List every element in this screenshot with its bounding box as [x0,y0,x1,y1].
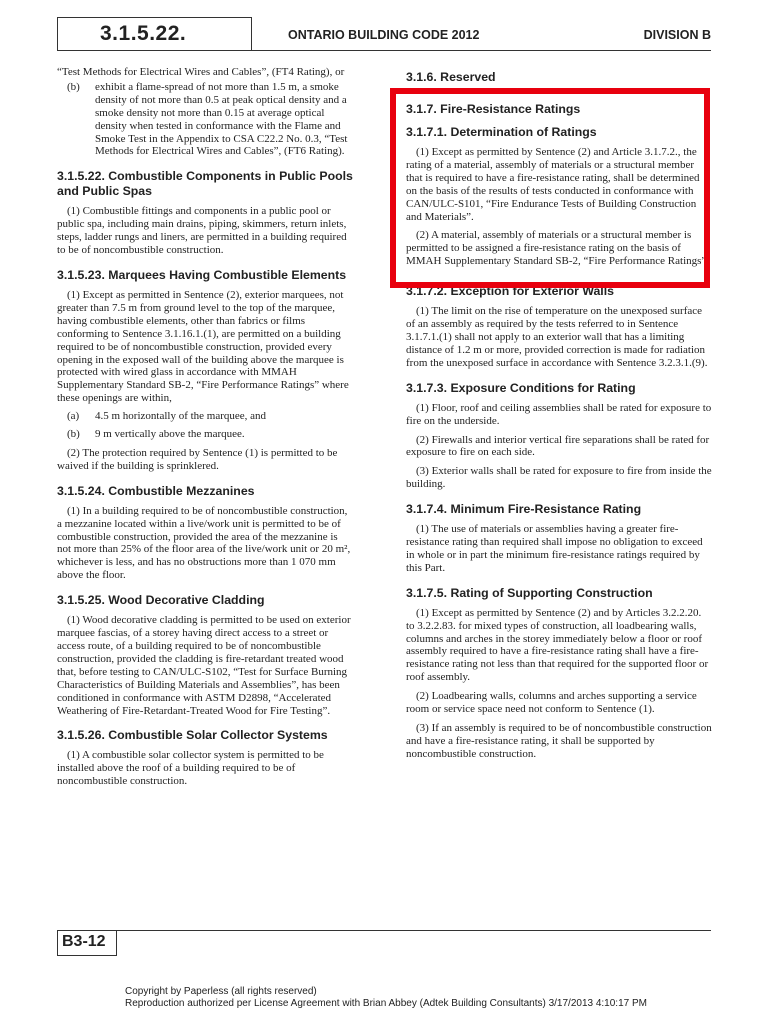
highlight-box [390,88,710,288]
header-rule [252,50,711,51]
heading-3-1-5-24: 3.1.5.24. Combustible Mezzanines [57,483,255,498]
heading-3-1-7-3: 3.1.7.3. Exposure Conditions for Rating [406,380,636,395]
copyright-line: Copyright by Paperless (all rights reserved) [125,986,317,997]
heading-3-1-5-22: 3.1.5.22. Combustible Components in Public Pools and Public Spas [57,169,353,199]
item-text: 4.5 m horizontally of the marquee, and [95,410,267,423]
heading-3-1-5-26: 3.1.5.26. Combustible Solar Collector Systems [57,728,328,743]
page-number: B3-12 [62,933,106,950]
paragraph: (2) Firewalls and interior vertical fire separations shall be rated for exposure to fire on each side. [406,433,710,459]
paragraph: (1) Floor, roof and ceiling assemblies shall be rated for exposure to fire on the underside. [406,401,712,427]
list-item-a [57,410,354,423]
heading-3-1-7-4: 3.1.7.4. Minimum Fire-Resistance Rating [406,502,642,517]
heading-3-1-7-5: 3.1.7.5. Rating of Supporting Construction [406,585,653,600]
item-text: exhibit a flame-spread of not more than 1.5 m, a smoke density of not more than 0.5 at peak optical density and a smoke density not more than 0.15 at average optical density when tested in conformance with the Flame and Smoke Test in the Appendix to CSA C22.2 No. 0.3, “Test Methods for Electrical Wires and Cables”, (FT6 Rating). [95,80,348,158]
copyright-notice [125,986,647,1010]
item-label: (b) [67,80,80,93]
item-label: (b) [67,428,80,441]
paragraph: (1) Except as permitted by Sentence (2) and Article 3.1.7.2., the rating of a material, assembly of materials or a structural member that is required to have a fire-resistance rating, shall be determined on the basis of the results of tests conducted in conformance with CAN/ULC-S101, “Fire Endurance Tests of Building Construction and Materials”. [406,146,700,223]
paragraph: (3) Exterior walls shall be rated for exposure to fire from inside the building. [406,465,712,491]
division-label: DIVISION B [643,28,711,42]
heading-3-1-5-23: 3.1.5.23. Marquees Having Combustible Elements [57,267,347,282]
paragraph: (2) A material, assembly of materials or a structural member is permitted to be assigned a fire-resistance rating on the basis of MMAH Supplementary Standard SB-2, “Fire Performance Ratings”. [406,229,710,268]
paragraph: (1) A combustible solar collector system is permitted to be installed above the roof of a building required to be of noncombustible construction. [57,749,324,788]
paragraph: (2) Loadbearing walls, columns and arches supporting a service room or service space need not conform to Sentence (1). [406,690,697,716]
paragraph: (1) In a building required to be of noncombustible construction, a mezzanine located within a live/work unit is permitted to be of combustible construction, provided the area of the mezzanine is not more than 25% of the floor area of the live/work unit or 20 m², whichever is less, and has no obstructions more than 1 070 mm above the floor. [57,504,351,582]
heading-3-1-5-25: 3.1.5.25. Wood Decorative Cladding [57,593,265,608]
heading-3-1-7-2: 3.1.7.2. Exception for Exterior Walls [406,284,614,299]
paragraph: (1) The use of materials or assemblies having a greater fire-resistance rating than required shall impose no obligation to exceed in whole or in part the minimum fire-resistance ratings required by this Part. [406,523,703,574]
paragraph: (1) The limit on the rise of temperature on the unexposed surface of an assembly as required by the tests referred to in Sentence 3.1.7.1.(1) shall not apply to an exterior wall that has a limiting distance of 1.2 m or more, provided correction is made for radiation from the unexposed surface in accordance with Sentence 3.2.3.1.(9). [406,305,708,369]
list-item-b [57,81,354,158]
intro-continuation: “Test Methods for Electrical Wires and Cables”, (FT4 Rating), or [57,66,345,78]
paragraph: (1) Except as permitted by Sentence (2) and by Articles 3.2.2.20. to 3.2.2.83. for mixed types of construction, all loadbearing walls, columns and arches in the storey immediately below a floor or roof assembly required to have a fire-resistance rating shall have a fire-resistance rating not less than that required for the supported floor or roof assembly. [406,606,709,684]
paragraph: (2) The protection required by Sentence (1) is permitted to be waived if the building is sprinklered. [57,446,338,472]
paragraph: (3) If an assembly is required to be of noncombustible construction and have a fire-resistance rating, it shall be supported by noncombustible construction. [406,722,712,760]
left-column [57,66,354,788]
item-text: 9 m vertically above the marquee. [95,428,245,441]
paragraph: (1) Except as permitted in Sentence (2), exterior marquees, not greater than 7.5 m from ground level to the top of the marquee, having combustible elements, other than fabrics or films conforming to Sentence 3.1.16.1.(1), are permitted on a building required to be of noncombustible construction, provided every opening in the exposed wall of the building above the marquee is protected with wired glass in accordance with MMAH Supplementary Standard SB-2, “Fire Performance Ratings” where these openings are within, [57,288,349,405]
item-label: (a) [67,410,80,423]
paragraph: (1) Combustible fittings and components in a public pool or public spa, including main drains, piping, skimmers, return inlets, steps, ladder rungs and liners, are permitted in a building required to be of noncombustible construction. [57,205,347,257]
license-line: Reproduction authorized per License Agreement with Brian Abbey (Adtek Building Consultants) 3/17/2013 4:10:17 PM [125,998,647,1009]
footer-rule [117,930,711,931]
document-title: ONTARIO BUILDING CODE 2012 [288,28,480,42]
heading-3-1-6: 3.1.6. Reserved [406,70,496,84]
list-item-b [57,428,354,441]
paragraph: (1) Wood decorative cladding is permitted to be used on exterior marquee fascias, of a storey having direct access to a street or access route, of a building required to be of noncombustible construction, provided the cladding is fire-retardant treated wood that, before testing to CAN/ULC-S102, “Test for Surface Burning Characteristics of Building Materials and Assemblies”, has been conditioned in conformance with ASTM D2898, “Accelerated Weathering of Fire-Retardant-Treated Wood for Fire Testing”. [57,614,351,717]
section-number: 3.1.5.22. [100,22,187,45]
heading-3-1-7-1: 3.1.7.1. Determination of Ratings [406,125,597,139]
heading-3-1-7: 3.1.7. Fire-Resistance Ratings [406,102,581,116]
